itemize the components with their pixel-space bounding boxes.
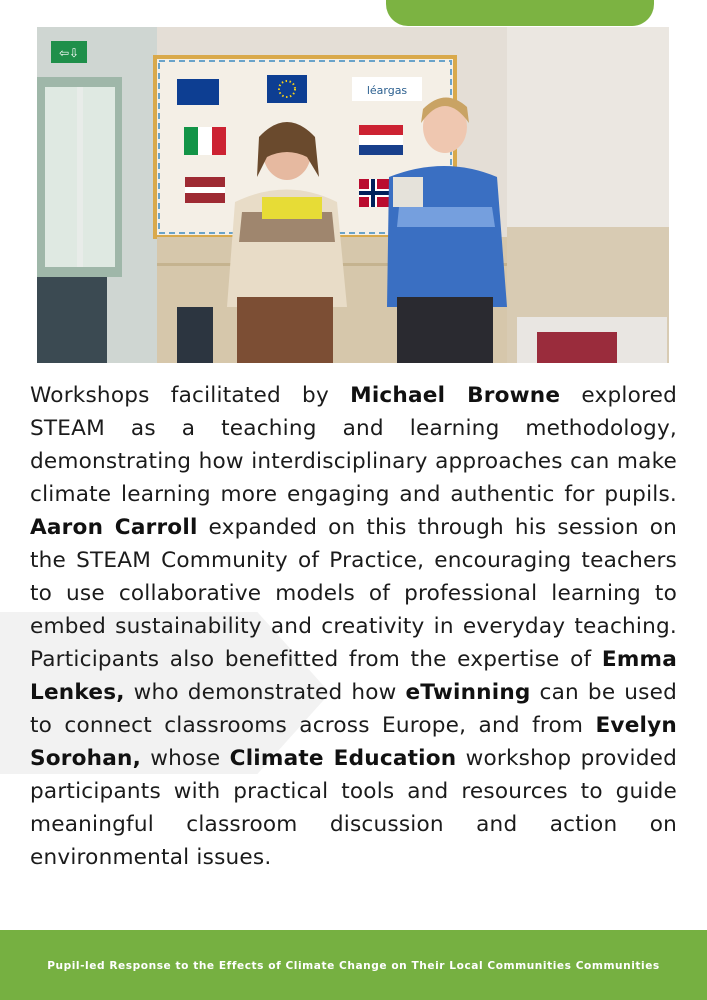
body-text-2: explored STEAM as a teaching and learning methodology, demonstrating how interdisciplinary approaches can make climate learning more engaging and authentic for pupils. xyxy=(30,383,677,507)
body-text-5: can be used to connect classrooms across Europe, and from xyxy=(30,680,677,738)
term-climate-education: Climate Education xyxy=(229,746,457,771)
body-text-1: Workshops facilitated by xyxy=(30,383,351,408)
exit-sign-text: ⇦⇩ xyxy=(58,46,80,60)
body-text-7: workshop provided participants with practical tools and resources to guide meaningful classroom discussion and action on environmental issues. xyxy=(30,746,677,870)
body-text-4: who demonstrated how xyxy=(124,680,406,705)
body-text-6: whose xyxy=(141,746,230,771)
leargas-logo-text: léargas xyxy=(366,84,408,97)
workshop-photo xyxy=(37,27,669,363)
top-accent-tab xyxy=(386,0,654,26)
article-body xyxy=(30,379,677,874)
footer-title: Pupil-led Response to the Effects of Climate Change on Their Local Communities Communities xyxy=(47,960,660,972)
term-etwinning: eTwinning xyxy=(405,680,531,705)
body-text-3: expanded on this through his session on the STEAM Community of Practice, encouraging teachers to use collaborative models of professional learning to embed sustainability and creativity in everyday teaching. Participants also benefitted from the expertise of xyxy=(30,515,677,672)
name-evelyn-sorohan: Evelyn Sorohan, xyxy=(30,713,677,771)
name-emma-lenkes: Emma Lenkes, xyxy=(30,647,677,705)
name-michael-browne: Michael Browne xyxy=(350,383,561,408)
name-aaron-carroll: Aaron Carroll xyxy=(30,515,198,540)
